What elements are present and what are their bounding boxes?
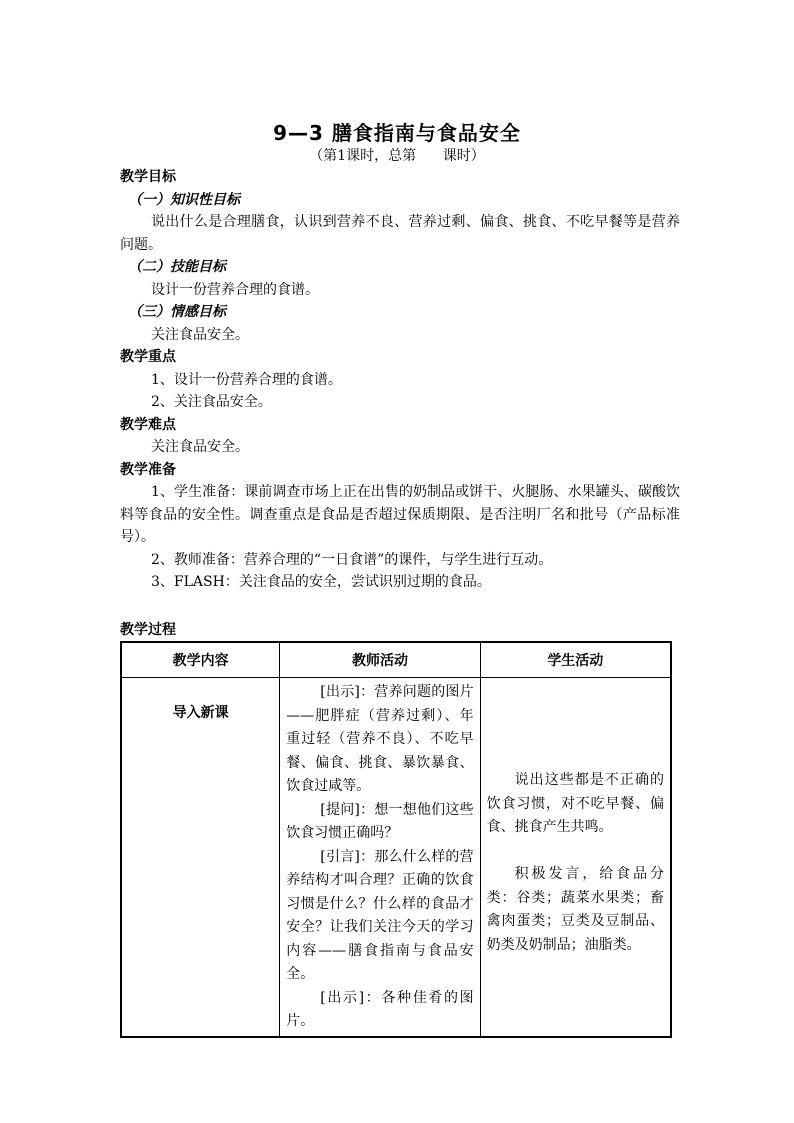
difficulties-heading: 教学难点 [120, 416, 176, 433]
process-heading: 教学过程 [120, 622, 176, 638]
table-row [121, 678, 671, 1037]
teacher-activity: [出示]：各种佳肴的图片。 [286, 989, 474, 1029]
content-cell: 导入新课 [121, 678, 280, 1037]
skill-text: 设计一份营养合理的食谱。 [151, 281, 319, 298]
preparation-item: 2、教师准备：营养合理的“一日食谱”的课件，与学生进行互动。 [151, 551, 553, 568]
page-title: 9—3 膳食指南与食品安全 [273, 121, 521, 145]
teacher-activity: [引言]：那么什么样的营养结构才叫合理？正确的饮食习惯是什么？什么样的食品才安全？让我们关注今天的学习内容——膳食指南与食品安全。 [286, 848, 474, 982]
preparation-item: 1、学生准备：课前调查市场上正在出售的奶制品或饼干、火腿肠、水果罐头、碳酸饮料等食品的安全性。调查重点是食品是否超过保质期限、是否注明厂名和批号（产品标准号）。 [120, 484, 680, 545]
skill-heading: （二）技能目标 [128, 259, 226, 275]
lesson-body [120, 166, 680, 594]
column-header: 教学内容 [121, 642, 280, 678]
teacher-activity: [出示]：营养问题的图片——肥胖症（营养过剩）、年重过轻（营养不良）、不吃早餐、偏食、挑食、暴饮暴食、饮食过咸等。 [286, 684, 474, 794]
table-header-row [121, 642, 671, 678]
column-header: 学生活动 [480, 642, 671, 678]
emotion-text: 关注食品安全。 [151, 326, 249, 343]
emotion-heading: （三）情感目标 [128, 304, 226, 320]
knowledge-heading: （一）知识性目标 [128, 191, 240, 208]
preparation-heading: 教学准备 [120, 461, 176, 478]
teacher-cell [280, 678, 480, 1037]
spacer [487, 840, 664, 864]
knowledge-text: 说出什么是合理膳食，认识到营养不良、营养过剩、偏食、挑食、不吃早餐等是营养问题。 [120, 214, 680, 253]
column-header: 教师活动 [280, 642, 480, 678]
objectives-heading: 教学目标 [120, 169, 176, 185]
key-points-heading: 教学重点 [120, 349, 176, 365]
student-activity: 说出这些都是不正确的饮食习惯，对不吃早餐、偏食、挑食产生共鸣。 [486, 772, 664, 835]
student-cell [480, 678, 671, 1037]
key-point-item: 1、设计一份营养合理的食谱。 [151, 371, 342, 388]
key-point-item: 2、关注食品安全。 [151, 394, 272, 410]
teacher-activity: [提问]：想一想他们这些饮食习惯正确吗？ [286, 801, 474, 841]
process-table [120, 641, 672, 1038]
page-subtitle: （第1课时，总第 课时） [309, 148, 485, 164]
preparation-item: 3、FLASH：关注食品的安全，尝试识别过期的食品。 [151, 574, 491, 590]
student-activity: 积极发言，给食品分类：谷类；蔬菜水果类；畜禽肉蛋类；豆类及豆制品、奶类及奶制品；油脂类。 [486, 866, 664, 953]
difficulties-text: 关注食品安全。 [151, 439, 249, 455]
